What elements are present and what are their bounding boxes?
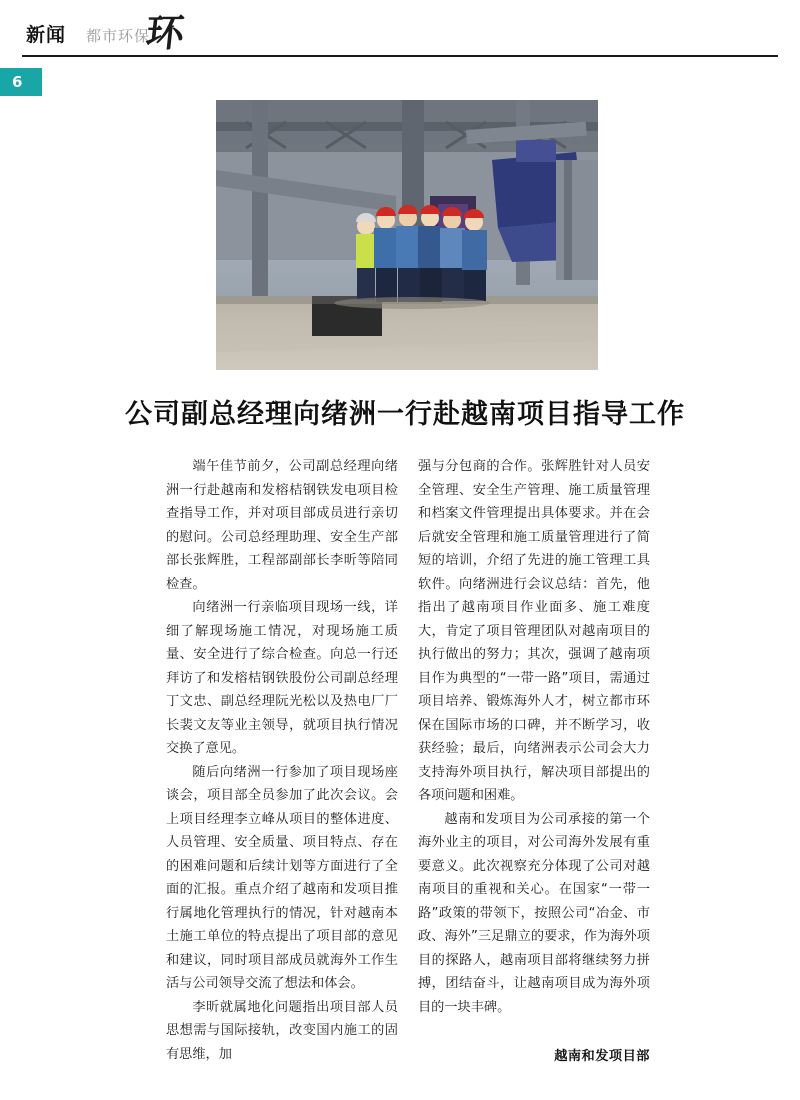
masthead-mark-icon: 环 xyxy=(143,10,187,55)
article-body xyxy=(166,455,682,1064)
paragraph: 向绪洲一行亲临项目现场一线，详细了解现场施工情况，对现场施工质量、安全进行了综合检查。向总一行还拜访了和发榕桔钢铁股份公司副总经理丁文忠、副总经理阮光松以及热电厂厂长裴文友等业主领导，就项目执行情况交换了意见。 xyxy=(166,600,398,756)
masthead-text: 都市环保 xyxy=(86,27,151,45)
page-header xyxy=(0,0,800,62)
page-number-tab xyxy=(0,68,42,96)
masthead-logo xyxy=(86,10,196,55)
paragraph: 随后向绪洲一行参加了项目现场座谈会，项目部全员参加了此次会议。会上项目经理李立峰从项目的整体进度、人员管理、安全质量、项目特点、存在的困难问题和后续计划等方面进行了全面的汇报。重点介绍了越南和发项目推行属地化管理执行的情况，针对越南本土施工单位的特点提出了项目部的意见和建议，同时项目部成员就海外工作生活与公司领导交流了想法和体会。 xyxy=(166,764,398,991)
column-right xyxy=(418,455,650,1064)
site-inspection-photo xyxy=(216,100,598,370)
byline: 越南和发项目部 xyxy=(554,1049,650,1064)
page-number: 6 xyxy=(12,73,23,91)
paragraph: 端午佳节前夕，公司副总经理向绪洲一行赴越南和发榕桔钢铁发电项目检查指导工作，并对项目部成员进行亲切的慰问。公司总经理助理、安全生产部部长张辉胜，工程部副部长李昕等陪同检查。 xyxy=(166,459,398,592)
header-divider xyxy=(22,55,778,57)
section-label: 新闻 xyxy=(26,24,67,46)
column-left xyxy=(166,455,398,1066)
paragraph: 李昕就属地化问题指出项目部人员思想需与国际接轨，改变国内施工的固有思维，加 xyxy=(166,999,398,1062)
paragraph: 强与分包商的合作。张辉胜针对人员安全管理、安全生产管理、施工质量管理和档案文件管理提出具体要求。并在会后就安全管理和施工质量管理进行了简短的培训，介绍了先进的施工管理工具软件。向绪洲进行会议总结：首先，他指出了越南项目作业面多、施工难度大，肯定了项目管理团队对越南项目的执行做出的努力；其次，强调了越南项目作为典型的“一带一路”项目，需通过项目培养、锻炼海外人才，树立都市环保在国际市场的口碑，并不断学习，收获经验；最后，向绪洲表示公司会大力支持海外项目执行，解决项目部提出的各项问题和困难。 xyxy=(418,459,650,803)
page-title: 公司副总经理向绪洲一行赴越南项目指导工作 xyxy=(125,399,685,430)
paragraph: 越南和发项目为公司承接的第一个海外业主的项目，对公司海外发展有重要意义。此次视察充分体现了公司对越南项目的重视和关心。在国家“一带一路”政策的带领下，按照公司“冶金、市政、海外”三足鼎立的要求，作为海外项目的探路人，越南项目部将继续努力拼搏，团结奋斗，让越南项目成为海外项目的一块丰碑。 xyxy=(418,811,650,1015)
